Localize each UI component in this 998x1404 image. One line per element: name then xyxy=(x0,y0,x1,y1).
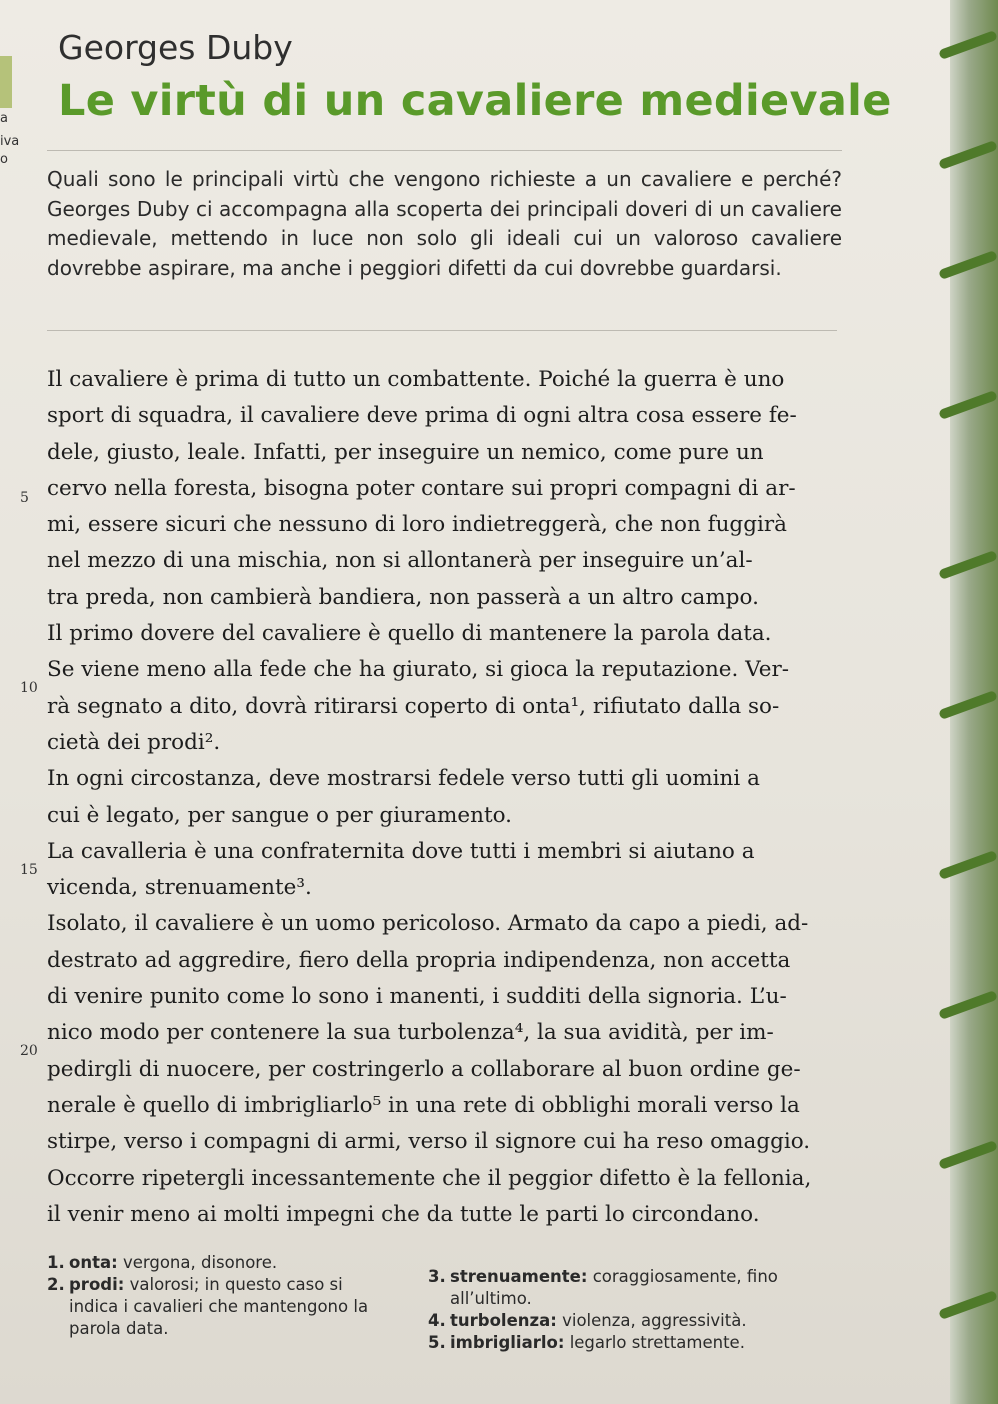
text-line: di venire punito come lo sono i manenti, i sudditi della signoria. L’u- xyxy=(47,984,787,1010)
footnote-text: vergona, disonore. xyxy=(122,1253,278,1272)
footnote-text: legarlo strettamente. xyxy=(569,1333,745,1352)
line-number: 5 xyxy=(20,490,29,506)
line-number: 10 xyxy=(20,680,38,696)
main-text xyxy=(47,362,837,1233)
line-number: 15 xyxy=(20,862,38,878)
text-line: rà segnato a dito, dovrà ritirarsi coperto di onta¹, rifiutato dalla so- xyxy=(47,693,780,719)
footnote-term: strenuamente: xyxy=(450,1267,588,1286)
footnote-term: onta: xyxy=(69,1253,118,1272)
text-line: dele, giusto, leale. Infatti, per inseguire un nemico, come pure un xyxy=(47,439,764,465)
text-line: Il cavaliere è prima di tutto un combattente. Poiché la guerra è uno xyxy=(47,367,785,392)
top-divider xyxy=(47,150,842,151)
text-line: cervo nella foresta, bisogna poter contare sui propri compagni di ar- xyxy=(47,475,796,501)
text-line: tra preda, non cambierà bandiera, non passerà a un altro campo. xyxy=(47,584,759,610)
text-line: nel mezzo di una mischia, non si allontanerà per inseguire un’al- xyxy=(47,548,753,574)
footnote-number: 3. xyxy=(428,1267,446,1286)
footnote-number: 1. xyxy=(47,1253,65,1272)
text-line: nico modo per contenere la sua turbolenza⁴, la sua avidità, per im- xyxy=(47,1020,774,1046)
line-number: 20 xyxy=(20,1043,38,1059)
footnote-text: coraggiosamente, fino all’ultimo. xyxy=(450,1267,778,1308)
footnotes-right xyxy=(428,1266,828,1354)
footnotes-left xyxy=(47,1252,397,1340)
footnote-term: imbrigliarlo: xyxy=(450,1333,565,1352)
footnote-term: prodi: xyxy=(69,1275,125,1294)
footnote xyxy=(428,1266,828,1310)
footnote xyxy=(428,1332,828,1354)
text-line: cietà dei prodi². xyxy=(47,729,221,755)
text-line: stirpe, verso i compagni di armi, verso il signore cui ha reso omaggio. xyxy=(47,1129,811,1155)
text-line: Occorre ripetergli incessantemente che il peggior difetto è la fellonia, xyxy=(47,1165,812,1191)
footnote-text: violenza, aggressività. xyxy=(562,1311,747,1330)
footnote-number: 2. xyxy=(47,1275,65,1294)
text-line: nerale è quello di imbrigliarlo⁵ in una rete di obblighi morali verso la xyxy=(47,1092,800,1118)
margin-fragment: a xyxy=(0,111,8,126)
text-line: mi, essere sicuri che nessuno di loro indietreggerà, che non fuggirà xyxy=(47,512,787,538)
text-line: il venir meno ai molti impegni che da tutte le parti lo circondano. xyxy=(47,1201,760,1227)
text-line: Isolato, il cavaliere è un uomo pericoloso. Armato da capo a piedi, ad- xyxy=(47,911,809,937)
margin-fragment: o xyxy=(0,152,8,167)
footnote xyxy=(47,1274,397,1340)
text-line: sport di squadra, il cavaliere deve prima di ogni altra cosa essere fe- xyxy=(47,403,797,429)
footnote-number: 4. xyxy=(428,1311,446,1330)
intro-paragraph: Quali sono le principali virtù che vengono richieste a un cavaliere e perché? Georges Duby ci accompagna alla scoperta dei principali doveri di un cavaliere medievale, mettendo in luce non solo gli ideali cui un valoroso cavaliere dovrebbe aspirare, ma anche i peggiori difetti da cui dovrebbe guardarsi. xyxy=(47,167,842,280)
text-line: destrato ad aggredire, fiero della propria indipendenza, non accetta xyxy=(47,947,791,973)
text-line: La cavalleria è una confraternita dove tutti i membri si aiutano a xyxy=(47,838,755,864)
text-line: Il primo dovere del cavaliere è quello di mantenere la parola data. xyxy=(47,621,772,647)
background-plant xyxy=(950,0,998,1404)
chapter-title: Le virtù di un cavaliere medievale xyxy=(58,76,892,126)
text-line: In ogni circostanza, deve mostrarsi fedele verso tutti gli uomini a xyxy=(47,766,760,792)
text-line: Se viene meno alla fede che ha giurato, si gioca la reputazione. Ver- xyxy=(47,657,790,683)
margin-fragment: iva xyxy=(0,134,20,149)
text-line: pedirgli di nuocere, per costringerlo a collaborare al buon ordine ge- xyxy=(47,1056,801,1082)
footnote xyxy=(47,1252,397,1274)
text-line: vicenda, strenuamente³. xyxy=(47,875,312,901)
author-name: Georges Duby xyxy=(58,28,293,67)
footnote xyxy=(428,1310,828,1332)
footnote-number: 5. xyxy=(428,1333,446,1352)
text-line: cui è legato, per sangue o per giuramento. xyxy=(47,802,513,828)
footnote-term: turbolenza: xyxy=(450,1311,557,1330)
margin-color-tab xyxy=(0,56,12,108)
footnote-text: valorosi; in questo caso si indica i cavalieri che mantengono la parola data. xyxy=(69,1275,369,1338)
intro-divider xyxy=(47,330,837,331)
